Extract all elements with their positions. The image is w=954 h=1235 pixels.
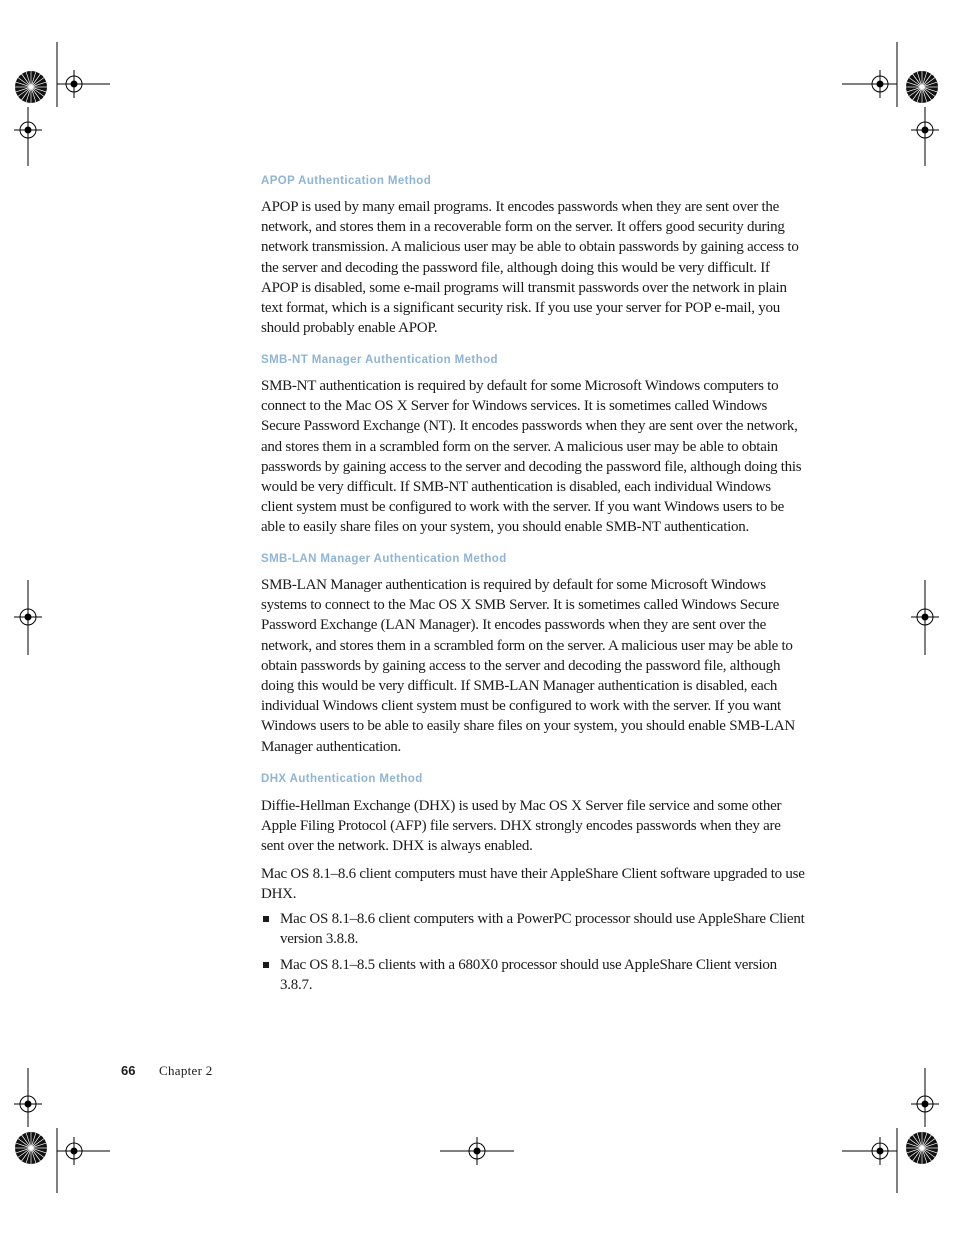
- page-number: 66: [121, 1063, 136, 1078]
- smb-nt-paragraph: SMB-NT authentication is required by default for some Microsoft Windows computers to connect to the Mac OS X Server for Windows services. It is sometimes called Windows Secure Password Exchange (NT). It encodes passwords when they are sent over the network, and stores them in a scrambled form on the server. A malicious user may be able to obtain passwords by gaining access to the server and decoding the password file, although doing this would be very difficult. If SMB-NT authentication is disabled, each individual Windows client system must be configured to work with the server. If you want Windows users to be able to easily share files on your system, you should enable SMB-NT authentication.: [261, 378, 802, 536]
- list-item-text: Mac OS 8.1–8.6 client computers with a PowerPC processor should use AppleShare Client version 3.8.8.: [280, 911, 805, 948]
- apop-paragraph: APOP is used by many email programs. It encodes passwords when they are sent over the network, and stores them in a recoverable form on the server. It offers good security during network transmission. A malicious user may be able to obtain passwords by gaining access to the server and decoding the password file, although doing this would be very difficult. If APOP is disabled, some e-mail programs will transmit passwords over the network in plain text format, which is a significant security risk. If you use your server for POP e-mail, you should probably enable APOP.: [261, 199, 799, 337]
- chapter-label: Chapter 2: [159, 1063, 213, 1078]
- bullet-square-icon: [263, 962, 269, 968]
- dhx-paragraph: Diffie-Hellman Exchange (DHX) is used by Mac OS X Server file service and some other Apple Filing Protocol (AFP) file servers. DHX strongly encodes passwords when they are sent over the network. DHX is always enabled.: [261, 798, 782, 855]
- dhx-heading: DHX Authentication Method: [261, 773, 423, 785]
- list-item: [261, 955, 806, 995]
- dhx-client-paragraph: Mac OS 8.1–8.6 client computers must have their AppleShare Client software upgraded to use DHX.: [261, 866, 805, 903]
- smb-lan-paragraph: SMB-LAN Manager authentication is required by default for some Microsoft Windows systems to connect to the Mac OS X SMB Server. It is sometimes called Windows Secure Password Exchange (LAN Manager). It encodes passwords when they are sent over the network, and stores them in a scrambled form on the server. A malicious user may be able to obtain passwords by gaining access to the server and decoding the password file, although doing this would be very difficult. If SMB-LAN Manager authentication is disabled, each individual Windows client system must be configured to work with the server. If you want Windows users to be able to easily share files on your system, you should enable SMB-LAN Manager authentication.: [261, 577, 795, 755]
- smb-nt-heading: SMB-NT Manager Authentication Method: [261, 354, 498, 366]
- smb-lan-heading: SMB-LAN Manager Authentication Method: [261, 553, 507, 565]
- list-item-text: Mac OS 8.1–8.5 clients with a 680X0 processor should use AppleShare Client version 3.8.7.: [280, 956, 777, 994]
- list-item: [261, 909, 806, 949]
- bullet-square-icon: [263, 916, 269, 922]
- dhx-bullet-list: [261, 909, 806, 1001]
- apop-heading: APOP Authentication Method: [261, 175, 432, 187]
